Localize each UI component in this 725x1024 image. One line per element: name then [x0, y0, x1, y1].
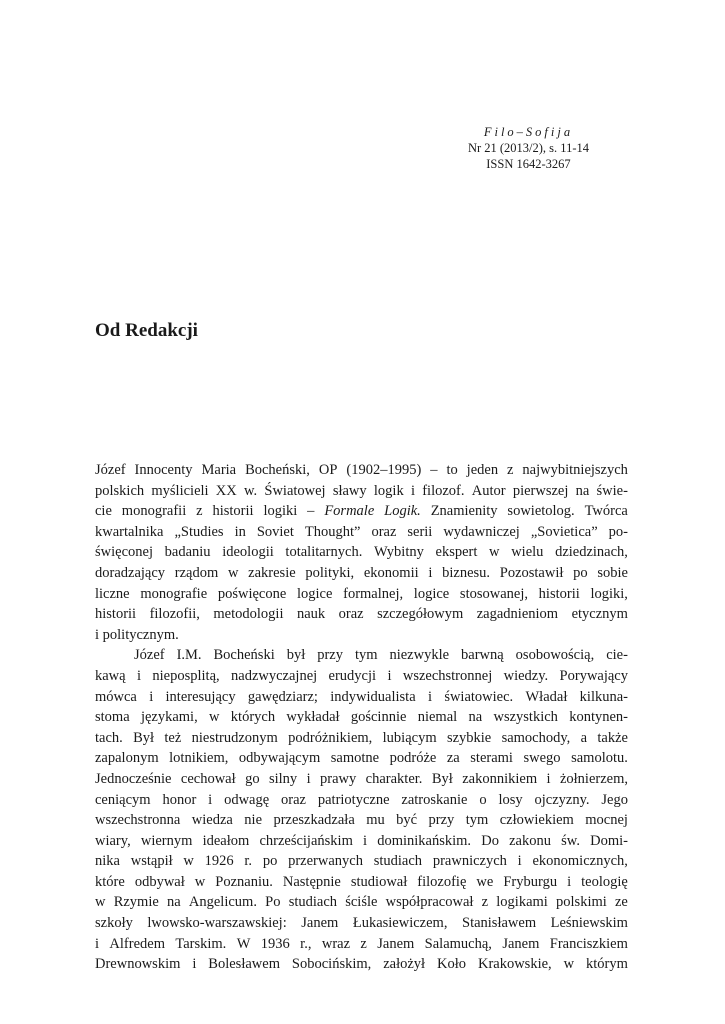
word: dominikańskim.	[377, 832, 472, 849]
word: Angelicum.	[188, 894, 257, 911]
word: być	[396, 812, 418, 829]
word: r.,	[300, 935, 312, 952]
word: i	[387, 667, 392, 684]
word: też	[164, 729, 182, 746]
word: Jego	[601, 791, 628, 808]
word: logikami	[496, 894, 548, 911]
word: patriotyczne	[317, 791, 390, 808]
word: i	[517, 853, 522, 870]
word: Janem	[377, 935, 415, 952]
word: swego	[523, 750, 561, 767]
word: honor	[162, 791, 197, 808]
word: z	[196, 503, 203, 520]
word: przy	[428, 812, 455, 829]
word: Bocheński,	[245, 462, 310, 478]
word: ekonomicznych,	[532, 853, 628, 870]
word: Łukasiewiczem,	[352, 915, 448, 932]
word: po	[262, 853, 278, 870]
word: podróżnikiem,	[288, 729, 373, 746]
word: i	[546, 770, 551, 787]
word: Wybitny	[373, 544, 424, 561]
word: Maria	[201, 462, 237, 478]
word: i	[363, 832, 368, 849]
word: lubiącym	[382, 729, 437, 746]
journal-name: Filo–Sofija	[483, 125, 574, 139]
word: tym	[354, 647, 378, 664]
word: zatroskanie	[401, 791, 468, 808]
word: we	[476, 873, 494, 890]
word: Franciszkiem	[549, 935, 628, 952]
word: oraz	[338, 606, 364, 623]
word: in	[234, 523, 246, 540]
word: niestrudzonym	[191, 729, 278, 746]
word: zakonu	[509, 832, 551, 849]
word: mu	[366, 812, 385, 829]
word: losy	[498, 791, 523, 808]
word: odbywał	[134, 873, 185, 890]
word: OP	[318, 462, 338, 478]
word: gawędziarz;	[247, 688, 318, 705]
word: polskich	[95, 482, 145, 499]
word: językami,	[140, 709, 198, 726]
word: wiary,	[95, 832, 131, 849]
word: w	[183, 853, 194, 870]
word: Stanisławem	[462, 915, 537, 932]
word: historii	[212, 503, 254, 520]
word: ideologii	[222, 544, 274, 561]
word: nieposplitą,	[152, 667, 220, 684]
word: Józef	[95, 462, 126, 478]
word: chrześcijańskim	[259, 832, 353, 849]
word: cechował	[180, 770, 236, 787]
word: kawą	[95, 667, 126, 684]
word: sowietolog.	[507, 503, 575, 520]
word: założył	[383, 956, 426, 973]
text-line	[95, 934, 628, 955]
word: logice	[296, 585, 333, 602]
word: Światowej	[264, 482, 326, 499]
word: za	[446, 750, 460, 767]
text-line	[95, 604, 628, 625]
word: „Sovietica”	[530, 523, 598, 540]
word: dziedzinach,	[555, 544, 628, 561]
word: polityki,	[305, 564, 355, 581]
word: nika	[95, 853, 120, 870]
word: po	[573, 564, 588, 581]
word: oraz	[281, 791, 306, 808]
word: I.M.	[176, 647, 202, 664]
issn: ISSN 1642-3267	[486, 157, 571, 171]
word: cie-	[606, 647, 628, 664]
text-line	[95, 707, 628, 728]
word: Pozostawił	[499, 564, 564, 581]
word: sławy	[332, 482, 367, 499]
word: wiernym	[140, 832, 193, 849]
text-line	[95, 481, 628, 502]
word: Drewnowskim	[95, 956, 181, 973]
word: ściśle	[345, 894, 378, 911]
word: wszechstronnej	[402, 667, 493, 684]
word: erudycji	[328, 667, 377, 684]
text-line	[95, 831, 628, 852]
word: i	[95, 626, 100, 643]
word: podróże	[389, 750, 437, 767]
word: Następnie	[282, 873, 341, 890]
word: nadzwyczajnej	[231, 667, 318, 684]
text-line	[95, 501, 628, 522]
word: Tarskim.	[175, 935, 227, 952]
text-line	[95, 892, 628, 913]
word: filozofii,	[149, 606, 200, 623]
word: lwowsko-warszawskiej:	[147, 915, 287, 932]
word: i	[208, 791, 213, 808]
word: Był	[133, 729, 155, 746]
word: osobowością,	[515, 647, 595, 664]
word: to	[446, 462, 458, 478]
word: szkoły	[95, 915, 133, 932]
word: św.	[561, 832, 580, 849]
word: z	[481, 894, 489, 911]
word: monografie	[140, 585, 208, 602]
word: przerwanych	[288, 853, 363, 870]
text-line	[95, 522, 628, 543]
word: odbywającym	[238, 750, 321, 767]
word: ekspert	[435, 544, 478, 561]
word: nauk	[296, 606, 326, 623]
text-line	[95, 872, 628, 893]
word: Janem	[502, 935, 540, 952]
word: odwagę	[224, 791, 270, 808]
word: ze	[615, 894, 628, 911]
text-line	[95, 851, 628, 872]
word: Alfredem	[109, 935, 165, 952]
word: Był	[431, 770, 453, 787]
word: badaniu	[164, 544, 211, 561]
word: zapalonym	[95, 750, 159, 767]
word: wstąpił	[130, 853, 173, 870]
word: wiedza	[191, 812, 233, 829]
word: gościnnie	[350, 709, 407, 726]
text-line	[95, 687, 628, 708]
text-line	[95, 728, 628, 749]
word: W	[236, 935, 251, 952]
word: 1926	[204, 853, 234, 870]
word: biznesu.	[442, 564, 491, 581]
word: Fryburgu	[503, 873, 558, 890]
word: mocnej	[585, 812, 628, 829]
word: tym	[465, 812, 489, 829]
word: metodologii	[213, 606, 284, 623]
word: cie	[95, 503, 112, 520]
word: studiach	[288, 894, 338, 911]
word: indywidualista	[330, 688, 416, 705]
word: wydawniczej	[443, 523, 520, 540]
word: Domi-	[590, 832, 628, 849]
word: wraz	[321, 935, 351, 952]
word: Do	[481, 832, 499, 849]
word: formalnej,	[343, 585, 404, 602]
text-line	[95, 810, 628, 831]
text-line	[95, 954, 628, 975]
word: i	[427, 688, 432, 705]
word: sobie	[597, 564, 628, 581]
word: Koło	[437, 956, 467, 973]
word: interesujący	[165, 688, 236, 705]
word: i	[95, 935, 100, 952]
word: przy	[317, 647, 343, 664]
word: Autor	[471, 482, 506, 499]
word: jeden	[466, 462, 499, 478]
word: kontynen-	[569, 709, 628, 726]
word: samotne	[330, 750, 380, 767]
text-line	[95, 625, 628, 646]
word: lotnikiem,	[169, 750, 229, 767]
word: charakter.	[365, 770, 423, 787]
word: zagadnieniom	[476, 606, 559, 623]
word: na	[575, 482, 590, 499]
word: historii	[95, 606, 137, 623]
word: Soviet	[256, 523, 294, 540]
word: święconej	[95, 544, 153, 561]
word: o	[479, 791, 487, 808]
word: teologię	[581, 873, 628, 890]
word: pierwszej	[512, 482, 569, 499]
word: i	[306, 770, 311, 787]
word: i	[192, 956, 197, 973]
word: ekonomii	[363, 564, 419, 581]
word: rządom	[174, 564, 219, 581]
word: liczne	[95, 585, 130, 602]
text-line	[95, 584, 628, 605]
word: Leśniewskim	[550, 915, 628, 932]
word: światowiec.	[444, 688, 514, 705]
word: samochody,	[501, 729, 571, 746]
word: poświęcone	[217, 585, 287, 602]
text-line	[95, 913, 628, 934]
word: myślicieli	[151, 482, 209, 499]
word: był	[286, 647, 306, 664]
word: 1936	[260, 935, 290, 952]
word: silny	[268, 770, 298, 787]
word: Bocheński	[213, 647, 275, 664]
word: i	[410, 482, 415, 499]
word: Bolesławem	[208, 956, 280, 973]
word: stosowanej,	[459, 585, 528, 602]
word: w.	[243, 482, 258, 499]
word: Rzymie	[113, 894, 159, 911]
word: Porywający	[559, 667, 628, 684]
word: z	[360, 935, 367, 952]
word: Janem	[301, 915, 339, 932]
word: współpracował	[385, 894, 474, 911]
word: etycznym	[571, 606, 628, 623]
word: nie	[244, 812, 263, 829]
text-line	[95, 748, 628, 769]
word: barwną	[461, 647, 504, 664]
word: –	[430, 462, 438, 478]
word: w	[209, 709, 220, 726]
word: wszechstronna	[95, 812, 181, 829]
word: Znamienity	[430, 503, 498, 520]
word: historii	[538, 585, 580, 602]
word: logice	[413, 585, 450, 602]
word: totalitarnych.	[285, 544, 363, 561]
word: „Studies	[174, 523, 224, 540]
word: Poznaniu.	[215, 873, 273, 890]
word: Thought”	[304, 523, 361, 540]
word: także	[597, 729, 628, 746]
word: samolotu.	[571, 750, 628, 767]
text-line	[95, 563, 628, 584]
word: wiedzy.	[503, 667, 549, 684]
word: (1902–1995)	[346, 462, 422, 478]
word: zakonnikiem	[462, 770, 538, 787]
word: logik	[373, 482, 404, 499]
text-line	[95, 769, 628, 790]
word: wielu	[511, 544, 544, 561]
word: wszystkich	[493, 709, 558, 726]
word: tach.	[95, 729, 123, 746]
word: polskimi	[556, 894, 607, 911]
text-line	[95, 460, 628, 481]
word: XX	[215, 482, 237, 499]
word: których	[230, 709, 276, 726]
text-line	[95, 666, 628, 687]
word: ideałom	[202, 832, 250, 849]
word: r.	[244, 853, 253, 870]
word: człowiekiem	[499, 812, 574, 829]
word: przeszkadzała	[273, 812, 355, 829]
text-line	[95, 790, 628, 811]
word: którym	[586, 956, 628, 973]
word: oraz	[371, 523, 397, 540]
word: filozofię	[417, 873, 467, 890]
word: szczegółowym	[377, 606, 464, 623]
journal-masthead	[468, 124, 589, 172]
word: w	[489, 544, 500, 561]
word: i	[567, 873, 572, 890]
word: Władał	[525, 688, 568, 705]
word: wykładał	[286, 709, 340, 726]
word: najwybitniejszych	[522, 462, 628, 478]
word: które	[95, 873, 125, 890]
word: i	[428, 564, 433, 581]
word: Józef	[134, 647, 165, 664]
word: serii	[407, 523, 433, 540]
word: na	[468, 709, 483, 726]
word: kilkuna-	[579, 688, 628, 705]
word: w	[563, 956, 575, 973]
word: po-	[608, 523, 628, 540]
word: w	[95, 894, 106, 911]
word: w	[194, 873, 206, 890]
word: prawniczych	[432, 853, 507, 870]
word: Formale	[324, 503, 375, 520]
word: Salamuchą,	[424, 935, 492, 952]
word: kwartalnika	[95, 523, 164, 540]
word: doradzający	[95, 564, 166, 581]
word: mówca	[95, 688, 137, 705]
issue-info: Nr 21 (2013/2), s. 11-14	[467, 141, 589, 155]
word: Twórca	[584, 503, 628, 520]
word: i	[136, 667, 141, 684]
text-line	[95, 645, 628, 666]
word: monografii	[121, 503, 187, 520]
word: żołnierzem,	[559, 770, 628, 787]
word: niezwykle	[389, 647, 450, 664]
word: Sobocińskim,	[291, 956, 372, 973]
word: z	[507, 462, 514, 478]
word: na	[167, 894, 181, 911]
word: i	[149, 688, 154, 705]
word: Logik.	[384, 503, 421, 520]
word: szybkie	[446, 729, 492, 746]
word: politycznym.	[102, 626, 179, 643]
word: –	[307, 503, 315, 520]
word: studiował	[350, 873, 408, 890]
word: filozof.	[422, 482, 465, 499]
word: prawy	[320, 770, 357, 787]
word: stoma	[95, 709, 130, 726]
word: studiach	[373, 853, 423, 870]
word: Po	[265, 894, 281, 911]
word: Jednocześnie	[95, 770, 172, 787]
word: go	[245, 770, 260, 787]
word: Krakowskie,	[477, 956, 552, 973]
article-title: Od Redakcji	[95, 320, 198, 341]
word: logiki,	[590, 585, 628, 602]
word: ceniącym	[95, 791, 151, 808]
word: logiki	[263, 503, 298, 520]
word: zakresie	[248, 564, 296, 581]
word: sterami	[470, 750, 513, 767]
word: Innocenty	[134, 462, 193, 478]
word: ojczyzny.	[534, 791, 590, 808]
article-body	[95, 460, 628, 975]
word: niemal	[417, 709, 458, 726]
word: świe-	[596, 482, 628, 499]
word: a	[580, 729, 588, 746]
word: w	[227, 564, 239, 581]
text-line	[95, 542, 628, 563]
